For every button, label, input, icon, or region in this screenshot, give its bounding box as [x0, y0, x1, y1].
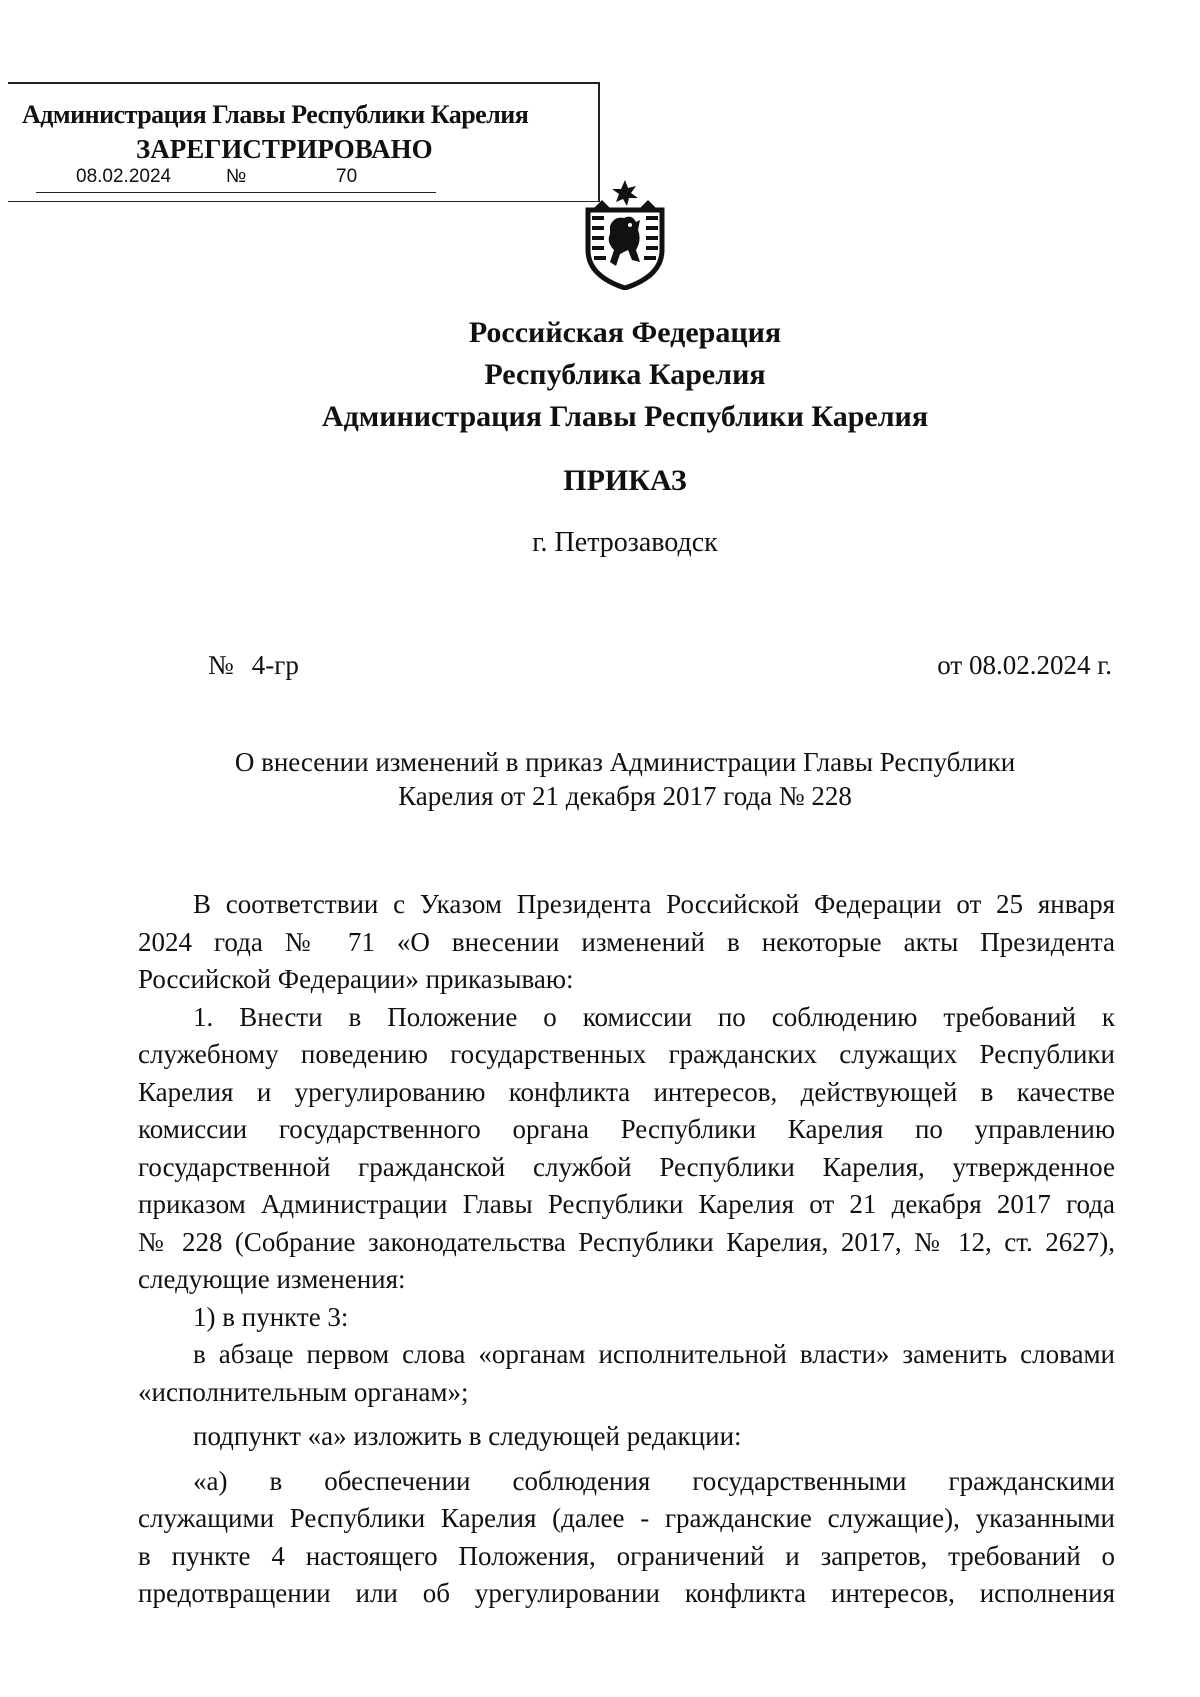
- body-line: 2024 года № 71 «О внесении изменений в некоторые акты Президента: [138, 926, 1115, 957]
- subject-line-1: О внесении изменений в приказ Администрации Главы Республики: [234, 747, 1016, 777]
- body-line: В соответствии с Указом Президента Российской Федерации от 25 января: [193, 889, 1115, 919]
- body-line: в пункте 4 настоящего Положения, ограничений и запретов, требований о: [138, 1540, 1115, 1571]
- body-line: № 228 (Собрание законодательства Республики Карелия, 2017, № 12, ст. 2627),: [138, 1226, 1115, 1257]
- order-number-value: 4-гр: [251, 650, 299, 680]
- body-line: служащими Республики Карелия (далее - гражданские служащие), указанными: [138, 1503, 1115, 1533]
- document-city: г. Петрозаводск: [532, 527, 718, 558]
- order-number: [208, 650, 299, 681]
- stamp-registration-line: [36, 166, 436, 193]
- stamp-number-sign: №: [226, 166, 247, 187]
- body-line: комиссии государственного органа Республики Карелия по управлению: [138, 1114, 1115, 1144]
- body-line: подпункт «а» изложить в следующей редакции:: [193, 1421, 742, 1451]
- registration-stamp: [8, 82, 600, 202]
- document-title: ПРИКАЗ: [563, 464, 687, 497]
- body-line: «исполнительным органам»;: [138, 1376, 469, 1407]
- header-republic: Республика Карелия: [484, 358, 766, 391]
- order-date: от 08.02.2024 г.: [937, 650, 1112, 680]
- stamp-organization: Администрация Главы Республики Карелия: [22, 100, 529, 129]
- stamp-registered: ЗАРЕГИСТРИРОВАНО: [136, 134, 433, 164]
- body-line: приказом Администрации Главы Республики Карелия от 21 декабря 2017 года: [138, 1189, 1115, 1219]
- body-line: 1. Внести в Положение о комиссии по соблюдению требований к: [193, 1001, 1115, 1032]
- body-line: следующие изменения:: [138, 1264, 406, 1294]
- body-line: предотвращении или об урегулировании конфликта интересов, исполнения: [138, 1578, 1115, 1608]
- body-line: в абзаце первом слова «органам исполнительной власти» заменить словами: [193, 1339, 1115, 1369]
- stamp-number: 70: [336, 166, 358, 187]
- body-line: «а) в обеспечении соблюдения государственными гражданскими: [193, 1465, 1115, 1496]
- body-line: 1) в пункте 3:: [193, 1301, 349, 1332]
- body-line: Российской Федерации» приказываю:: [138, 964, 574, 994]
- header-administration: Администрация Главы Республики Карелия: [321, 400, 929, 433]
- order-number-sign: №: [208, 650, 234, 680]
- coat-of-arms-icon: [580, 178, 670, 290]
- body-line: служебному поведению государственных гражданских служащих Республики: [138, 1039, 1115, 1069]
- order-body: [138, 886, 1115, 1613]
- body-line: государственной гражданской службой Республики Карелия, утвержденное: [138, 1151, 1115, 1182]
- subject-line-2: Карелия от 21 декабря 2017 года № 228: [398, 781, 852, 811]
- stamp-date: 08.02.2024: [76, 166, 172, 187]
- header-country: Российская Федерация: [468, 316, 782, 349]
- body-line: Карелия и урегулированию конфликта интересов, действующей в качестве: [138, 1076, 1115, 1107]
